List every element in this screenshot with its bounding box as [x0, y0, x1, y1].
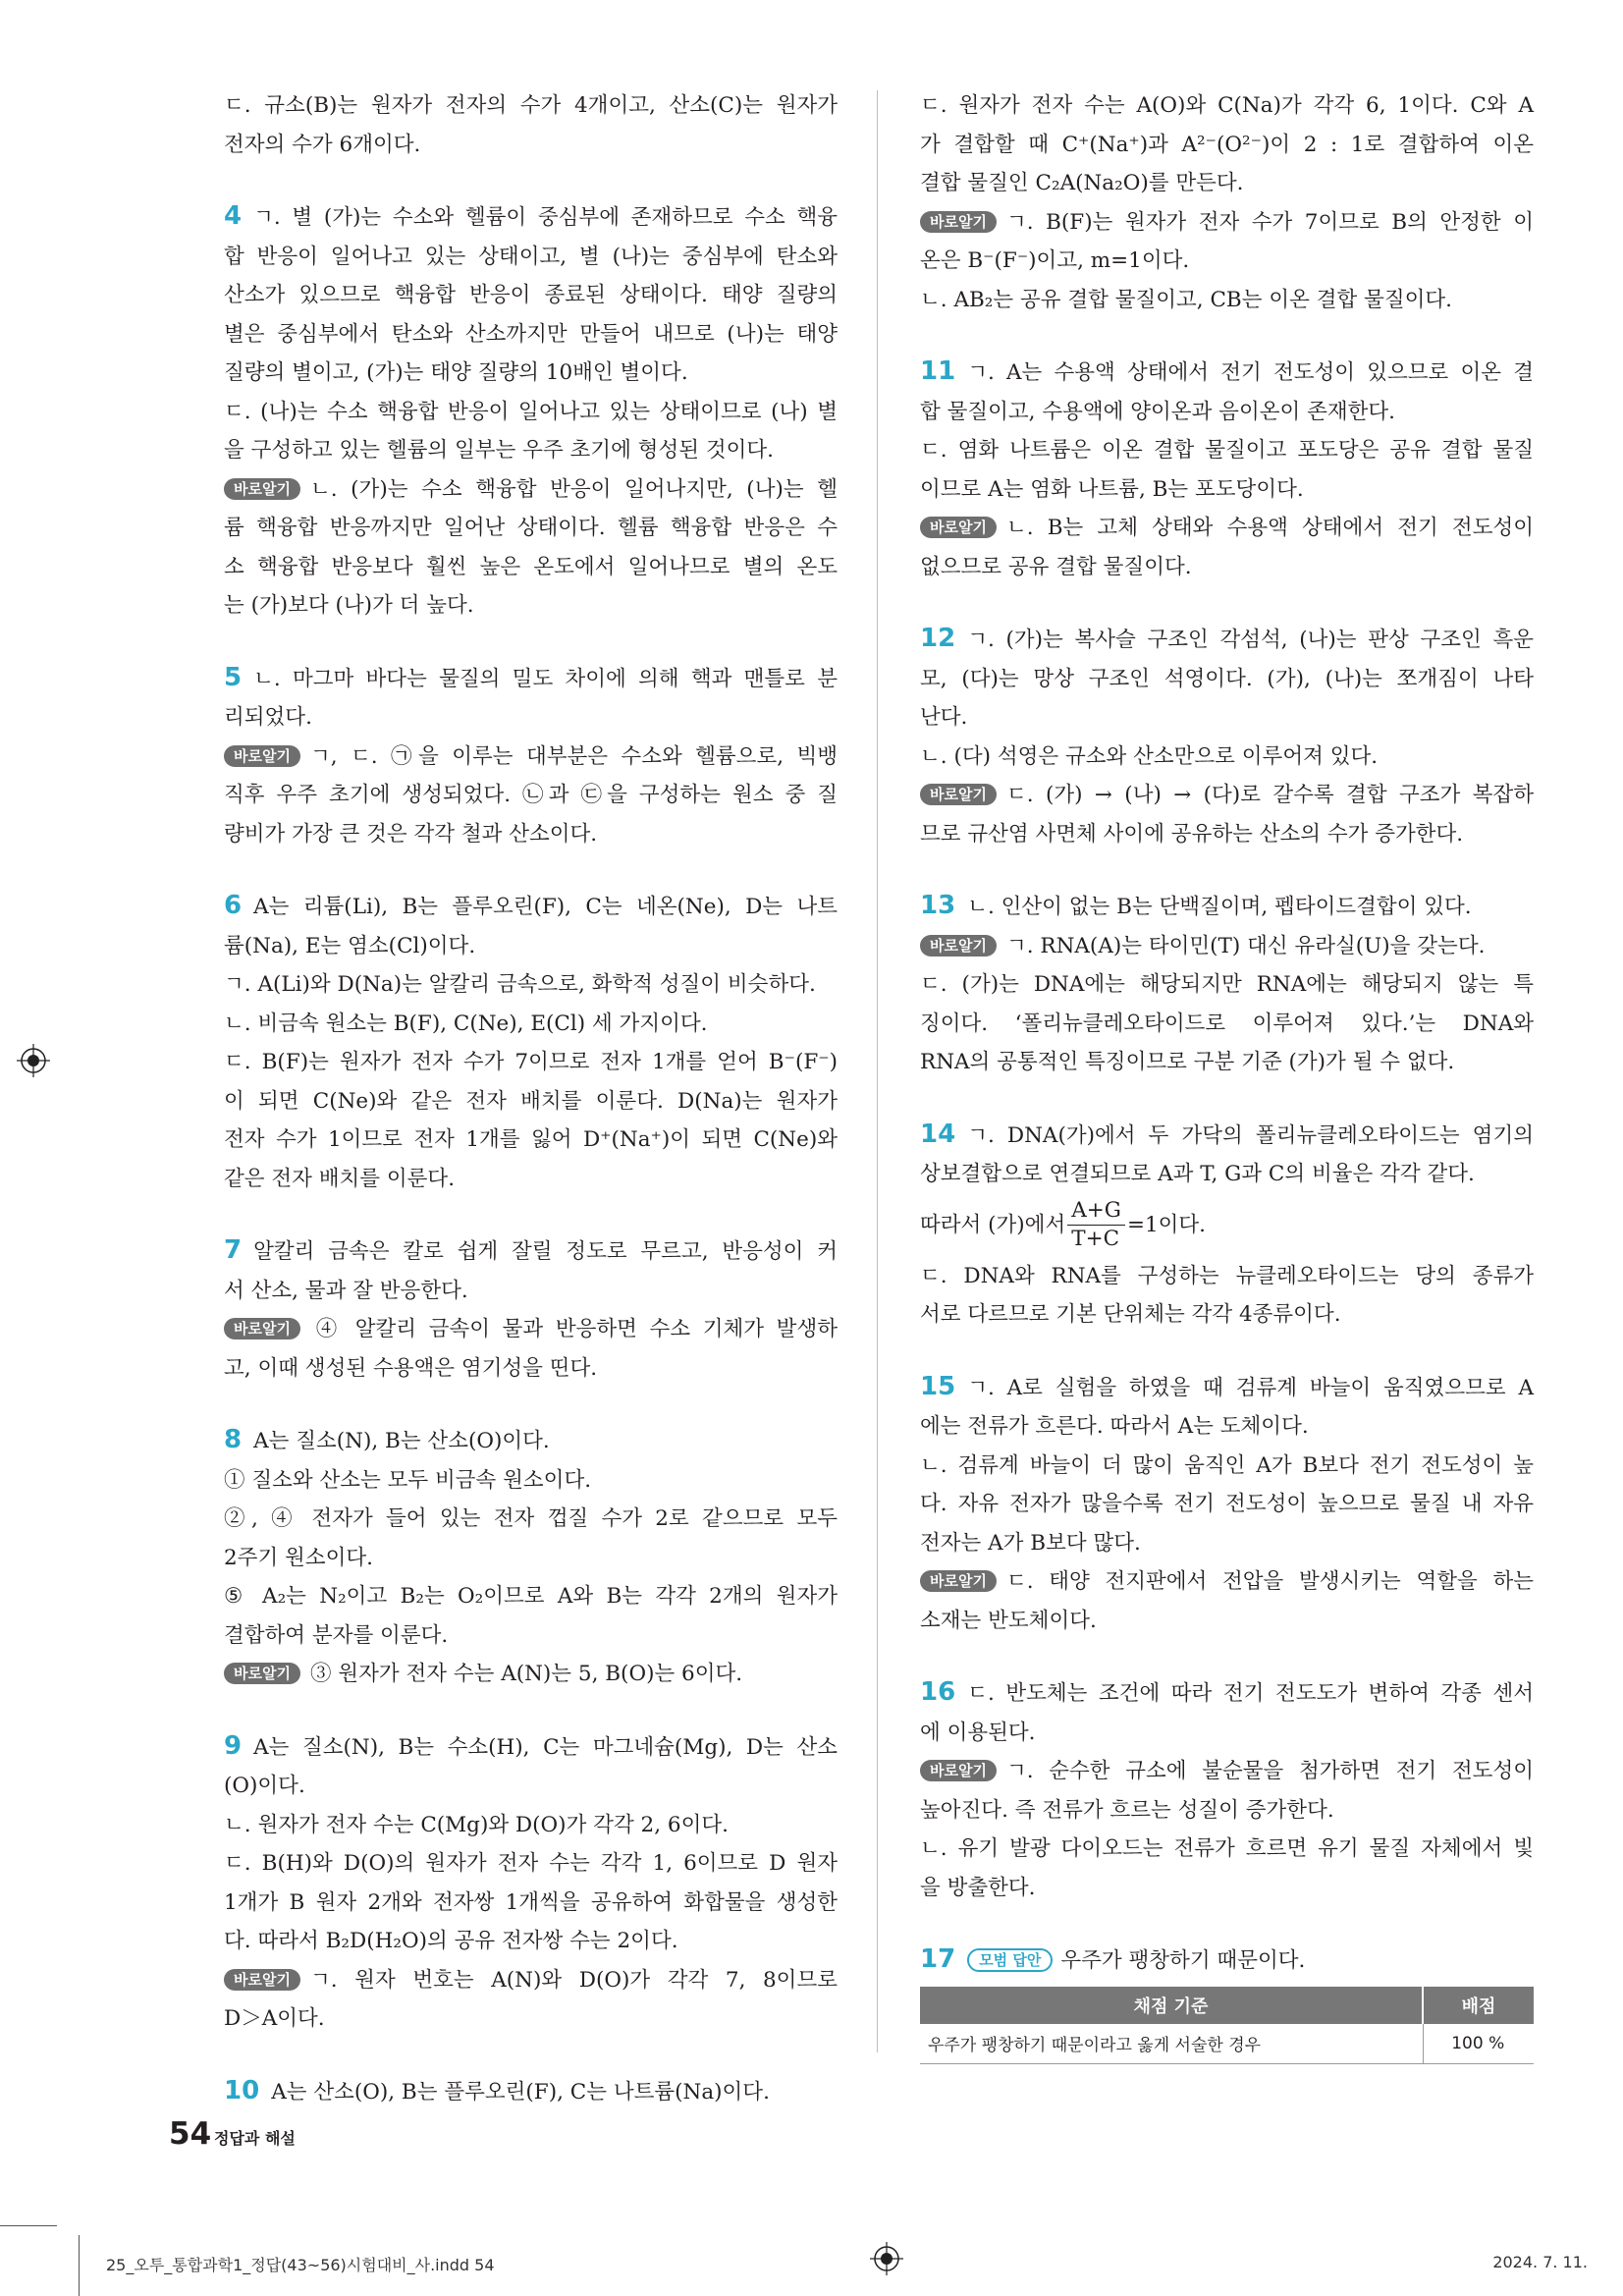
line-text: 다. 자유 전자가 많을수록 전기 전도성이 높으므로 물질 내 자유	[920, 1492, 1534, 1516]
line-text: ㄷ. 원자가 전자 수는 A(O)와 C(Na)가 각각 6, 1이다. C와 A	[920, 93, 1534, 118]
text-line	[224, 965, 838, 1005]
text-line	[920, 1116, 1534, 1156]
fraction-denominator: T+C	[1071, 1227, 1120, 1251]
table-header: 채점 기준	[920, 1987, 1423, 2024]
question-number: 17	[920, 1944, 956, 1974]
text-line	[920, 1673, 1534, 1714]
question-number: 16	[920, 1677, 956, 1707]
line-text: =1이다.	[1126, 1212, 1207, 1237]
text-line	[920, 776, 1534, 815]
line-text: 따라서 (가)에서	[920, 1212, 1066, 1237]
line-text: 알칼리 금속은 칼로 쉽게 잘릴 정도로 무르고, 반응성이 커	[253, 1239, 838, 1264]
text-line	[920, 1752, 1534, 1791]
line-text: 상보결합으로 연결되므로 A과 T, G과 C의 비율은 각각 같다.	[920, 1162, 1475, 1186]
answer-block	[224, 1231, 838, 1388]
line-text: 서로 다르므로 기본 단위체는 각각 4종류이다.	[920, 1302, 1341, 1327]
text-line	[224, 1577, 838, 1616]
table-header: 배점	[1423, 1987, 1534, 2024]
answer-block	[920, 1116, 1534, 1335]
correction-badge: 바로알기	[920, 935, 997, 957]
trim-mark-vertical	[79, 2235, 80, 2296]
line-text: 1개가 B 원자 2개와 전자쌍 1개씩을 공유하여 화합물을 생성한	[224, 1889, 838, 1915]
line-text: ㄱ. 순수한 규소에 불순물을 첨가하면 전기 전도성이	[1005, 1759, 1534, 1783]
text-line	[224, 1884, 838, 1923]
question-number: 9	[224, 1730, 243, 1761]
line-text: A는 질소(N), B는 수소(H), C는 마그네슘(Mg), D는 산소	[253, 1734, 838, 1760]
text-line	[224, 1961, 838, 2000]
line-text: ㄷ. (나)는 수소 핵융합 반응이 일어나고 있는 상태이므로 (나) 별	[224, 399, 838, 424]
text-line	[920, 927, 1534, 966]
line-text: ㄴ. 비금속 원소는 B(F), C(Ne), E(Cl) 세 가지이다.	[224, 1011, 708, 1036]
question-number: 6	[224, 891, 243, 920]
line-text: A는 질소(N), B는 산소(O)이다.	[253, 1429, 550, 1453]
line-text: 산소가 있으므로 핵융합 반응이 종료된 상태이다. 태양 질량의	[224, 283, 838, 307]
table-header-row	[920, 1987, 1534, 2024]
text-line	[920, 1043, 1534, 1082]
text-line	[920, 86, 1534, 126]
answer-block	[920, 1673, 1534, 1907]
table-cell: 100 %	[1423, 2024, 1534, 2064]
text-line	[920, 242, 1534, 281]
line-text: ㄷ. B(F)는 원자가 전자 수가 7이므로 전자 1개를 얻어 B⁻(F⁻)	[224, 1050, 838, 1074]
question-number: 4	[224, 201, 243, 231]
column-divider	[877, 90, 878, 2052]
text-line	[920, 1407, 1534, 1447]
model-answer-badge: 모범 답안	[967, 1948, 1053, 1972]
line-text: ㄴ. (다) 석영은 규소와 산소만으로 이루어져 있다.	[920, 743, 1379, 769]
line-text: 별은 중심부에서 탄소와 산소까지만 만들어 내므로 (나)는 태양	[224, 321, 838, 347]
text-line	[224, 1349, 838, 1389]
text-line	[224, 738, 838, 777]
correction-badge: 바로알기	[224, 478, 300, 500]
line-text: ㄴ. 검류계 바늘이 더 많이 움직인 A가 B보다 전기 전도성이 높	[920, 1452, 1534, 1478]
line-text: 난다.	[920, 705, 968, 730]
line-text: 이므로 A는 염화 나트륨, B는 포도당이다.	[920, 476, 1304, 502]
fraction-line	[920, 1194, 1534, 1257]
text-line	[224, 659, 838, 699]
text-line	[224, 315, 838, 355]
fraction-numerator: A+G	[1067, 1197, 1125, 1226]
text-line	[224, 1231, 838, 1272]
correction-badge: 바로알기	[920, 1570, 997, 1592]
line-text: ㄱ. DNA(가)에서 두 가닥의 폴리뉴클레오타이드는 염기의	[967, 1122, 1534, 1148]
text-line	[920, 1447, 1534, 1486]
line-text: ㄴ. B는 고체 상태와 수용액 상태에서 전기 전도성이	[1005, 516, 1534, 540]
line-text: 없으므로 공유 결합 물질이다.	[920, 554, 1192, 579]
text-line	[224, 1539, 838, 1578]
text-line	[224, 815, 838, 854]
line-text: A는 산소(O), B는 플루오린(F), C는 나트륨(Na)이다.	[271, 2079, 770, 2105]
question-number: 8	[224, 1425, 243, 1454]
correction-badge: 바로알기	[920, 784, 997, 805]
line-text: 높아진다. 즉 전류가 흐르는 성질이 증가한다.	[920, 1797, 1334, 1823]
text-line	[920, 1791, 1534, 1831]
correction-badge: 바로알기	[224, 1318, 300, 1339]
text-line	[224, 698, 838, 738]
text-line	[224, 1272, 838, 1311]
text-line	[920, 281, 1534, 320]
line-text: 이 되면 C(Ne)와 같은 전자 배치를 이룬다. D(Na)는 원자가	[224, 1088, 838, 1114]
line-text: 우주가 팽창하기 때문이다.	[1060, 1948, 1306, 1973]
text-line	[920, 1714, 1534, 1753]
left-column	[224, 86, 838, 2145]
text-line	[224, 586, 838, 626]
line-text: ㄴ. AB₂는 공유 결합 물질이고, CB는 이온 결합 물질이다.	[920, 287, 1452, 312]
line-text: 모, (다)는 망상 구조인 석영이다. (가), (나)는 쪼개짐이 나타	[920, 666, 1534, 691]
line-text: 전자의 수가 6개이다.	[224, 132, 421, 157]
correction-badge: 바로알기	[920, 1760, 997, 1781]
trim-mark-horizontal	[0, 2225, 57, 2226]
correction-badge: 바로알기	[224, 745, 300, 767]
line-text: ㄱ. (가)는 복사슬 구조인 각섬석, (나)는 판상 구조인 흑운	[967, 628, 1534, 652]
text-line	[224, 470, 838, 510]
question-number: 15	[920, 1371, 956, 1401]
line-text: 결합 물질인 C₂A(Na₂O)를 만든다.	[920, 171, 1244, 195]
text-line	[224, 1844, 838, 1884]
answer-block	[224, 86, 838, 164]
registration-mark-icon	[17, 1044, 50, 1077]
line-text: ㄷ. 태양 전지판에서 전압을 발생시키는 역할을 하는	[1005, 1569, 1534, 1594]
text-line	[224, 1461, 838, 1501]
text-line	[224, 927, 838, 966]
line-text: 전자는 A가 B보다 많다.	[920, 1530, 1141, 1556]
page-section-title: 정답과 해설	[214, 2129, 296, 2148]
table-row	[920, 2024, 1534, 2064]
line-text: 질량의 별이고, (가)는 태양 질량의 10배인 별이다.	[224, 360, 688, 385]
line-text: 다. 따라서 B₂D(H₂O)의 공유 전자쌍 수는 2이다.	[224, 1929, 678, 1953]
line-text: 가 결합할 때 C⁺(Na⁺)과 A²⁻(O²⁻)이 2 : 1로 결합하여 이온	[920, 132, 1534, 157]
answer-block	[224, 887, 838, 1198]
answer-block	[920, 86, 1534, 319]
line-text: ㄴ. 원자가 전자 수는 C(Mg)와 D(O)가 각각 2, 6이다.	[224, 1812, 729, 1837]
line-text: A는 리튬(Li), B는 플루오린(F), C는 네온(Ne), D는 나트	[253, 895, 838, 919]
registration-mark-icon	[870, 2242, 903, 2275]
text-line	[224, 1310, 838, 1349]
text-line	[224, 354, 838, 393]
text-line	[920, 1368, 1534, 1408]
text-line	[920, 126, 1534, 165]
answer-block	[224, 2072, 838, 2112]
text-line	[920, 1602, 1534, 1641]
question-number: 7	[224, 1235, 243, 1265]
text-line	[224, 431, 838, 470]
text-line	[920, 660, 1534, 699]
text-line	[224, 197, 838, 238]
text-line	[920, 738, 1534, 777]
text-line	[224, 393, 838, 432]
question-number: 14	[920, 1119, 956, 1149]
text-line	[920, 164, 1534, 203]
line-text: 합 반응이 일어나고 있는 상태이고, 별 (나)는 중심부에 탄소와	[224, 244, 838, 269]
text-line	[920, 548, 1534, 587]
question-number: 13	[920, 891, 956, 920]
line-text: ⑤ A₂는 N₂이고 B₂는 O₂이므로 A와 B는 각각 2개의 원자가	[224, 1584, 838, 1609]
line-text: ① 질소와 산소는 모두 비금속 원소이다.	[224, 1467, 592, 1493]
line-text: ㄷ. 반도체는 조건에 따라 전기 전도도가 변하여 각종 센서	[967, 1681, 1534, 1706]
line-text: ㄷ. (가)는 DNA에는 해당되지만 RNA에는 해당되지 않는 특	[920, 972, 1534, 997]
line-text: 징이다. ‘폴리뉴클레오타이드로 이루어져 있다.’는 DNA와	[920, 1011, 1534, 1036]
line-text: RNA의 공통적인 특징이므로 구분 기준 (가)가 될 수 없다.	[920, 1050, 1455, 1074]
answer-block	[224, 197, 838, 626]
line-text: 소 핵융합 반응보다 훨씬 높은 온도에서 일어나므로 별의 온도	[224, 554, 838, 579]
answer-block	[920, 353, 1534, 586]
text-line	[224, 238, 838, 277]
answer-block	[920, 1941, 1534, 2064]
answer-block	[920, 1368, 1534, 1641]
line-text: ㄴ. (가)는 수소 핵융합 반응이 일어나지만, (나)는 헬	[309, 476, 838, 502]
line-text: 직후 우주 초기에 생성되었다. ㉡과 ㉢을 구성하는 원소 중 질	[224, 783, 838, 807]
text-line	[224, 1005, 838, 1044]
text-line	[224, 1806, 838, 1845]
answer-block	[224, 1421, 838, 1694]
text-line	[224, 276, 838, 315]
line-text: 소재는 반도체이다.	[920, 1608, 1097, 1633]
line-text: 서 산소, 물과 잘 반응한다.	[224, 1278, 468, 1303]
text-line	[920, 470, 1534, 510]
text-line	[920, 1524, 1534, 1563]
text-line	[224, 126, 838, 165]
text-line	[224, 86, 838, 126]
line-text: 는 (가)보다 (나)가 더 높다.	[224, 593, 474, 618]
line-text: ㄱ. B(F)는 원자가 전자 수가 7이므로 B의 안정한 이	[1005, 209, 1534, 235]
question-number: 5	[224, 662, 243, 692]
line-text: 량비가 가장 큰 것은 각각 철과 산소이다.	[224, 821, 598, 847]
text-line	[920, 353, 1534, 393]
text-line	[224, 1727, 838, 1768]
line-text: 에 이용된다.	[920, 1720, 1036, 1745]
page-number: 54	[169, 2116, 212, 2152]
question-number: 12	[920, 624, 956, 653]
text-line	[920, 620, 1534, 660]
text-line	[224, 1922, 838, 1961]
line-text: ㄱ. RNA(A)는 타이민(T) 대신 유라실(U)을 갖는다.	[1005, 933, 1486, 958]
text-line	[224, 887, 838, 927]
answer-block	[920, 887, 1534, 1082]
line-text: ㄴ. 인산이 없는 B는 단백질이며, 펩타이드결합이 있다.	[967, 895, 1472, 919]
text-line	[224, 1043, 838, 1082]
text-line	[920, 1485, 1534, 1524]
text-line	[920, 509, 1534, 548]
text-line	[920, 431, 1534, 470]
line-text: 전자 수가 1이므로 전자 1개를 잃어 D⁺(Na⁺)이 되면 C(Ne)와	[224, 1127, 838, 1152]
line-text: ㄱ, ㄷ. ㉠을 이루는 대부분은 수소와 헬륨으로, 빅뱅	[309, 743, 838, 769]
line-text: (O)이다.	[224, 1774, 305, 1798]
text-line	[920, 1562, 1534, 1602]
line-text: 온은 B⁻(F⁻)이고, m=1이다.	[920, 248, 1190, 273]
correction-badge: 바로알기	[920, 211, 997, 233]
correction-badge: 바로알기	[224, 1969, 300, 1991]
text-line	[920, 1295, 1534, 1335]
table-cell: 우주가 팽창하기 때문이라고 옳게 서술한 경우	[920, 2024, 1423, 2064]
text-line	[920, 1830, 1534, 1869]
answer-block	[224, 1727, 838, 2039]
text-line	[224, 1767, 838, 1806]
text-line	[920, 1257, 1534, 1296]
line-text: 리되었다.	[224, 705, 312, 730]
line-text: ㄷ. 염화 나트륨은 이온 결합 물질이고 포도당은 공유 결합 물질	[920, 438, 1534, 463]
line-text: ㄱ. 원자 번호는 A(N)와 D(O)가 각각 7, 8이므로	[309, 1967, 838, 1993]
text-line	[920, 393, 1534, 432]
text-line	[224, 1121, 838, 1160]
text-line	[920, 1155, 1534, 1194]
line-text: ㄷ. B(H)와 D(O)의 원자가 전자 수는 각각 1, 6이므로 D 원자	[224, 1851, 838, 1876]
text-line	[224, 1500, 838, 1539]
text-line	[224, 1160, 838, 1199]
line-text: 에는 전류가 흐른다. 따라서 A는 도체이다.	[920, 1414, 1309, 1439]
line-text: ㄴ. 마그마 바다는 물질의 밀도 차이에 의해 핵과 맨틀로 분	[253, 666, 838, 691]
text-line	[920, 887, 1534, 927]
fraction	[1067, 1197, 1125, 1253]
line-text: 므로 규산염 사면체 사이에 공유하는 산소의 수가 증가한다.	[920, 821, 1464, 847]
answer-block	[224, 659, 838, 854]
text-line	[224, 776, 838, 815]
text-line	[224, 1421, 838, 1461]
line-text: ㄱ. 별 (가)는 수소와 헬륨이 중심부에 존재하므로 수소 핵융	[253, 205, 838, 230]
line-text: ㄷ. (가) → (나) → (다)로 갈수록 결합 구조가 복잡하	[1005, 783, 1534, 807]
text-line	[224, 509, 838, 548]
text-line	[920, 1869, 1534, 1908]
line-text: 2주기 원소이다.	[224, 1545, 373, 1570]
line-text: 고, 이때 생성된 수용액은 염기성을 띤다.	[224, 1355, 598, 1381]
line-text: 을 방출한다.	[920, 1875, 1036, 1900]
line-text: ㄱ. A는 수용액 상태에서 전기 전도성이 있으므로 이온 결	[967, 360, 1534, 385]
text-line	[224, 1999, 838, 2039]
line-text: 같은 전자 배치를 이룬다.	[224, 1166, 456, 1191]
line-text: 륨(Na), E는 염소(Cl)이다.	[224, 933, 476, 958]
text-line	[920, 698, 1534, 738]
text-line	[224, 1655, 838, 1694]
line-text: ㄷ. DNA와 RNA를 구성하는 뉴클레오타이드는 당의 종류가	[920, 1263, 1534, 1288]
line-text: ㄷ. 규소(B)는 원자가 전자의 수가 4개이고, 산소(C)는 원자가	[224, 93, 838, 118]
answer-block	[920, 620, 1534, 853]
footer-filename: 25_오투_통합과학1_정답(43~56)시험대비_사.indd 54	[106, 2256, 495, 2274]
line-text: ③ 원자가 전자 수는 A(N)는 5, B(O)는 6이다.	[309, 1662, 743, 1686]
line-text: 결합하여 분자를 이룬다.	[224, 1622, 449, 1648]
footer-date: 2024. 7. 11.	[1492, 2253, 1588, 2271]
correction-badge: 바로알기	[920, 517, 997, 538]
line-text: ㄱ. A(Li)와 D(Na)는 알칼리 금속으로, 화학적 성질이 비슷하다.	[224, 972, 816, 997]
text-line	[224, 2072, 838, 2112]
line-text: D＞A이다.	[224, 2006, 325, 2031]
line-text: ㄱ. A로 실험을 하였을 때 검류계 바늘이 움직였으므로 A	[967, 1375, 1534, 1400]
line-text: 합 물질이고, 수용액에 양이온과 음이온이 존재한다.	[920, 399, 1395, 424]
text-line	[920, 815, 1534, 854]
text-line	[224, 1616, 838, 1656]
text-line	[224, 1082, 838, 1121]
question-number: 11	[920, 356, 956, 386]
text-line	[920, 1941, 1534, 1981]
line-text: ㄴ. 유기 발광 다이오드는 전류가 흐르면 유기 물질 자체에서 빛	[920, 1836, 1534, 1861]
line-text: ②, ④ 전자가 들어 있는 전자 껍질 수가 2로 같으므로 모두	[224, 1506, 838, 1531]
question-number: 10	[224, 2075, 260, 2105]
text-line	[224, 548, 838, 587]
line-text: ④ 알칼리 금속이 물과 반응하면 수소 기체가 발생하	[309, 1317, 838, 1341]
correction-badge: 바로알기	[224, 1663, 300, 1684]
line-text: 륨 핵융합 반응까지만 일어난 상태이다. 헬륨 핵융합 반응은 수	[224, 516, 838, 540]
text-line	[920, 965, 1534, 1005]
right-column	[920, 86, 1534, 2098]
text-line	[920, 1005, 1534, 1044]
scoring-table	[920, 1987, 1534, 2064]
line-text: 을 구성하고 있는 헬륨의 일부는 우주 초기에 형성된 것이다.	[224, 438, 774, 463]
text-line	[920, 203, 1534, 243]
